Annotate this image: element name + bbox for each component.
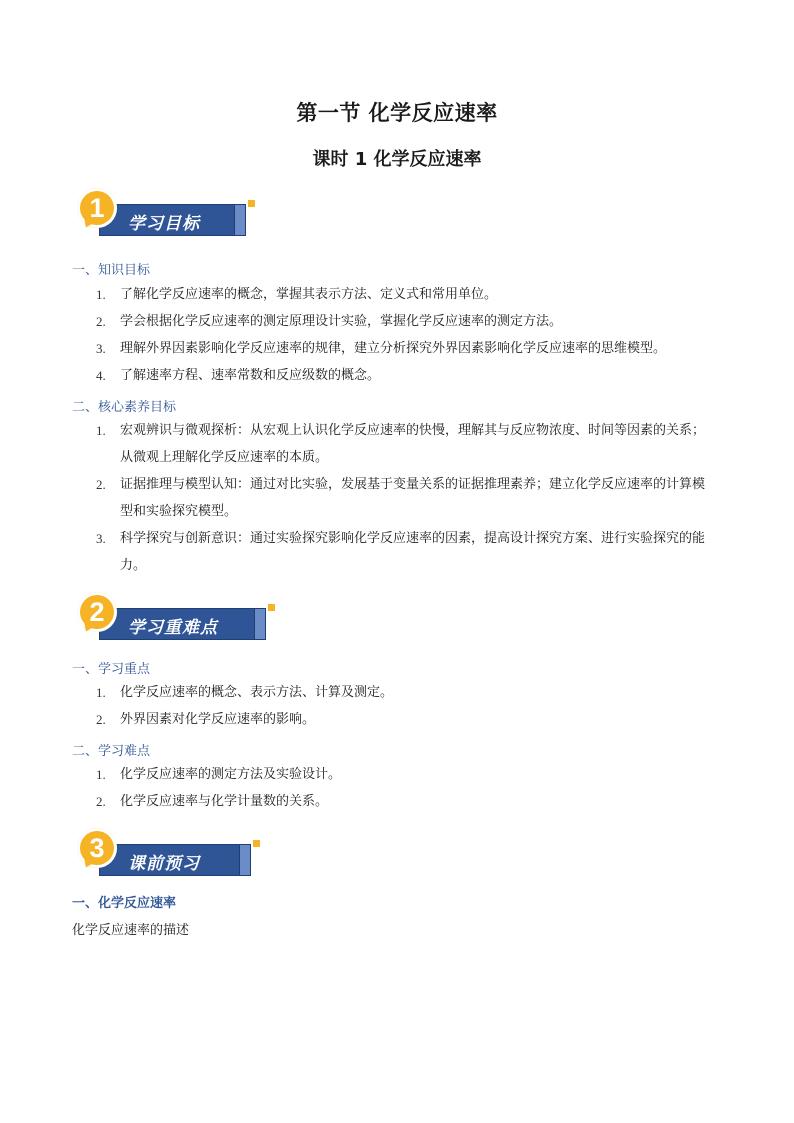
spark-decoration-icon xyxy=(268,604,275,611)
item-text: 了解速率方程、速率常数和反应级数的概念。 xyxy=(120,368,381,383)
banner-label: 学习重难点 xyxy=(128,618,218,638)
number-badge-icon: 2 xyxy=(77,592,117,632)
section-banner-key-points xyxy=(77,592,277,642)
item-number: 1. xyxy=(96,767,106,782)
item-number: 3. xyxy=(96,531,106,546)
item-text: 化学反应速率与化学计量数的关系。 xyxy=(120,794,329,809)
section-banner-objectives xyxy=(77,188,257,238)
banner-bar xyxy=(99,608,266,640)
item-number: 2. xyxy=(96,477,106,492)
banner-label: 学习目标 xyxy=(128,214,200,234)
item-number: 2. xyxy=(96,314,106,329)
section-banner-preview xyxy=(77,828,262,878)
banner-label: 课前预习 xyxy=(128,854,200,874)
item-text: 宏观辨识与微观探析：从宏观上认识化学反应速率的快慢，理解其与反应物浓度、时间等因素的关系；从微观上理解化学反应速率的本质。 xyxy=(120,423,706,465)
banner-tail xyxy=(234,204,246,236)
spark-decoration-icon xyxy=(253,840,260,847)
section-heading: 一、学习重点 xyxy=(72,662,151,677)
page-title: 第一节 化学反应速率 xyxy=(296,101,498,125)
spark-decoration-icon xyxy=(248,200,255,207)
section-heading: 二、学习难点 xyxy=(72,744,151,759)
item-text: 外界因素对化学反应速率的影响。 xyxy=(120,712,316,727)
item-text: 了解化学反应速率的概念，掌握其表示方法、定义式和常用单位。 xyxy=(120,287,498,302)
item-number: 2. xyxy=(96,712,106,727)
item-number: 1. xyxy=(96,423,106,438)
item-text: 化学反应速率的概念、表示方法、计算及测定。 xyxy=(120,685,394,700)
item-text: 化学反应速率的测定方法及实验设计。 xyxy=(120,767,342,782)
number-badge-icon: 1 xyxy=(77,188,117,228)
item-number: 1. xyxy=(96,685,106,700)
item-number: 2. xyxy=(96,794,106,809)
item-number: 3. xyxy=(96,341,106,356)
number-badge-icon: 3 xyxy=(77,828,117,868)
item-number: 4. xyxy=(96,368,106,383)
item-text: 理解外界因素影响化学反应速率的规律，建立分析探究外界因素影响化学反应速率的思维模型。 xyxy=(120,341,667,356)
banner-tail xyxy=(239,844,251,876)
item-text: 学会根据化学反应速率的测定原理设计实验，掌握化学反应速率的测定方法。 xyxy=(120,314,563,329)
section-heading: 二、核心素养目标 xyxy=(72,400,177,415)
banner-bar xyxy=(99,204,246,236)
body-text: 化学反应速率的描述 xyxy=(72,923,190,938)
banner-tail xyxy=(254,608,266,640)
section-heading: 一、知识目标 xyxy=(72,263,151,278)
item-text: 科学探究与创新意识：通过实验探究影响化学反应速率的因素，提高设计探究方案、进行实验探究的能力。 xyxy=(120,531,706,573)
page-subtitle: 课时 1 化学反应速率 xyxy=(312,149,482,170)
section-heading: 一、化学反应速率 xyxy=(72,896,177,911)
item-text: 证据推理与模型认知：通过对比实验，发展基于变量关系的证据推理素养；建立化学反应速率的计算模型和实验探究模型。 xyxy=(120,477,706,519)
banner-bar xyxy=(99,844,251,876)
item-number: 1. xyxy=(96,287,106,302)
